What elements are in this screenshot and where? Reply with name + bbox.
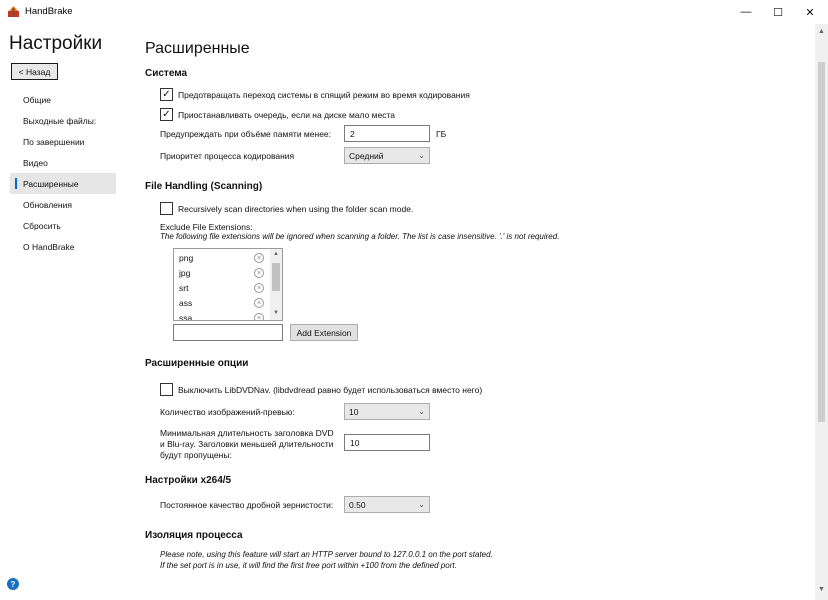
prevent-sleep-checkbox[interactable] bbox=[160, 88, 173, 101]
page-scrollbar[interactable] bbox=[815, 24, 828, 600]
nav-item-general[interactable]: Общие bbox=[23, 94, 51, 105]
back-button[interactable]: < Назад bbox=[11, 63, 58, 80]
exclude-extensions-note: The following file extensions will be ignored when scanning a folder. The list is case insensitive. '.' is not required. bbox=[160, 232, 560, 241]
chevron-down-icon: ⌄ bbox=[418, 407, 425, 416]
preview-count-label: Количество изображений-превью: bbox=[160, 407, 295, 417]
granularity-label: Постоянное качество дробной зернистости: bbox=[160, 500, 334, 510]
exclude-extensions-label: Exclude File Extensions: bbox=[160, 222, 253, 232]
window-title: HandBrake bbox=[25, 6, 73, 17]
add-extension-button[interactable]: Add Extension bbox=[290, 324, 358, 341]
nav-item-when-done[interactable]: По завершении bbox=[23, 136, 85, 147]
recursive-scan-label: Recursively scan directories when using the folder scan mode. bbox=[178, 204, 414, 214]
check-icon: ✓ bbox=[162, 108, 171, 120]
extension-label: jpg bbox=[179, 268, 191, 278]
extension-label: ass bbox=[179, 298, 193, 308]
preview-count-value: 10 bbox=[349, 406, 359, 417]
recursive-scan-checkbox[interactable] bbox=[160, 202, 173, 215]
file-handling-section-title: File Handling (Scanning) bbox=[145, 181, 263, 192]
priority-label: Приоритет процесса кодирования bbox=[160, 151, 295, 161]
extension-list[interactable] bbox=[173, 248, 283, 321]
nav-item-about[interactable]: О HandBrake bbox=[23, 241, 75, 252]
remove-icon[interactable]: × bbox=[254, 298, 264, 308]
handbrake-logo-icon bbox=[7, 5, 20, 18]
prevent-sleep-label: Предотвращать переход системы в спящий режим во время кодирования bbox=[178, 90, 470, 100]
maximize-button[interactable]: ☐ bbox=[773, 6, 783, 19]
scroll-down-icon[interactable]: ▼ bbox=[273, 310, 279, 316]
settings-title: Настройки bbox=[9, 33, 103, 54]
list-item[interactable] bbox=[174, 266, 270, 281]
extension-label: ssa bbox=[179, 313, 193, 321]
nav-item-video[interactable]: Видео bbox=[23, 157, 48, 168]
page-heading: Расширенные bbox=[145, 40, 250, 57]
remove-icon[interactable]: × bbox=[254, 283, 264, 293]
advanced-options-section-title: Расширенные опции bbox=[145, 358, 249, 369]
list-item[interactable] bbox=[174, 296, 270, 311]
chevron-down-icon: ⌄ bbox=[418, 151, 425, 160]
preview-count-select[interactable] bbox=[344, 403, 430, 420]
nav-item-updates[interactable]: Обновления bbox=[23, 199, 72, 210]
close-button[interactable]: ✕ bbox=[805, 6, 815, 19]
nav-item-output-files[interactable]: Выходные файлы: bbox=[23, 115, 97, 126]
extension-label: srt bbox=[179, 283, 189, 293]
settings-nav bbox=[10, 89, 116, 257]
nav-item-reset[interactable]: Сбросить bbox=[23, 220, 61, 231]
remove-icon[interactable]: × bbox=[254, 313, 264, 321]
chevron-down-icon: ⌄ bbox=[418, 500, 425, 509]
min-duration-input[interactable]: 10 bbox=[344, 434, 430, 451]
disable-libdvdnav-label: Выключить LibDVDNav. (libdvdread равно будет использоваться вместо него) bbox=[178, 385, 483, 395]
list-item[interactable] bbox=[174, 311, 270, 321]
help-icon[interactable]: ? bbox=[7, 578, 19, 590]
extension-list-scrollbar[interactable] bbox=[270, 249, 282, 320]
low-space-label: Предупреждать при объёме памяти менее: bbox=[160, 129, 332, 139]
scroll-up-icon[interactable]: ▲ bbox=[273, 251, 279, 257]
remove-icon[interactable]: × bbox=[254, 253, 264, 263]
scroll-down-icon[interactable]: ▼ bbox=[818, 586, 825, 593]
list-item[interactable] bbox=[174, 251, 270, 266]
pause-queue-checkbox[interactable] bbox=[160, 108, 173, 121]
min-duration-label-line2: и Blu-ray. Заголовки меньшей длительности bbox=[160, 439, 334, 449]
scroll-thumb[interactable] bbox=[272, 263, 280, 291]
new-extension-input[interactable] bbox=[173, 324, 283, 341]
x264-section-title: Настройки x264/5 bbox=[145, 475, 232, 486]
extension-label: png bbox=[179, 253, 194, 263]
low-space-input[interactable]: 2 bbox=[344, 125, 430, 142]
pause-queue-label: Приостанавливать очередь, если на диске мало места bbox=[178, 110, 396, 120]
scroll-thumb[interactable] bbox=[818, 62, 825, 422]
isolation-note-line2: If the set port is in use, it will find the first free port within +100 from the defined port. bbox=[160, 561, 457, 570]
min-duration-label-line1: Минимальная длительность заголовка DVD bbox=[160, 428, 334, 438]
priority-value: Средний bbox=[349, 150, 384, 161]
process-isolation-section-title: Изоляция процесса bbox=[145, 530, 243, 541]
priority-select[interactable] bbox=[344, 147, 430, 164]
isolation-note-line1: Please note, using this feature will start an HTTP server bound to 127.0.0.1 on the port stated. bbox=[160, 550, 493, 559]
system-section-title: Система bbox=[145, 68, 188, 79]
nav-item-advanced[interactable]: Расширенные bbox=[10, 173, 116, 194]
granularity-select[interactable] bbox=[344, 496, 430, 513]
check-icon: ✓ bbox=[162, 88, 171, 100]
scroll-up-icon[interactable]: ▲ bbox=[818, 28, 825, 35]
granularity-value: 0.50 bbox=[349, 499, 366, 510]
list-item[interactable] bbox=[174, 281, 270, 296]
title-bar bbox=[0, 0, 828, 24]
minimize-button[interactable]: — bbox=[740, 6, 752, 18]
disable-libdvdnav-checkbox[interactable] bbox=[160, 383, 173, 396]
min-duration-label-line3: будут пропущены: bbox=[160, 450, 232, 460]
low-space-unit: ГБ bbox=[436, 129, 447, 139]
remove-icon[interactable]: × bbox=[254, 268, 264, 278]
